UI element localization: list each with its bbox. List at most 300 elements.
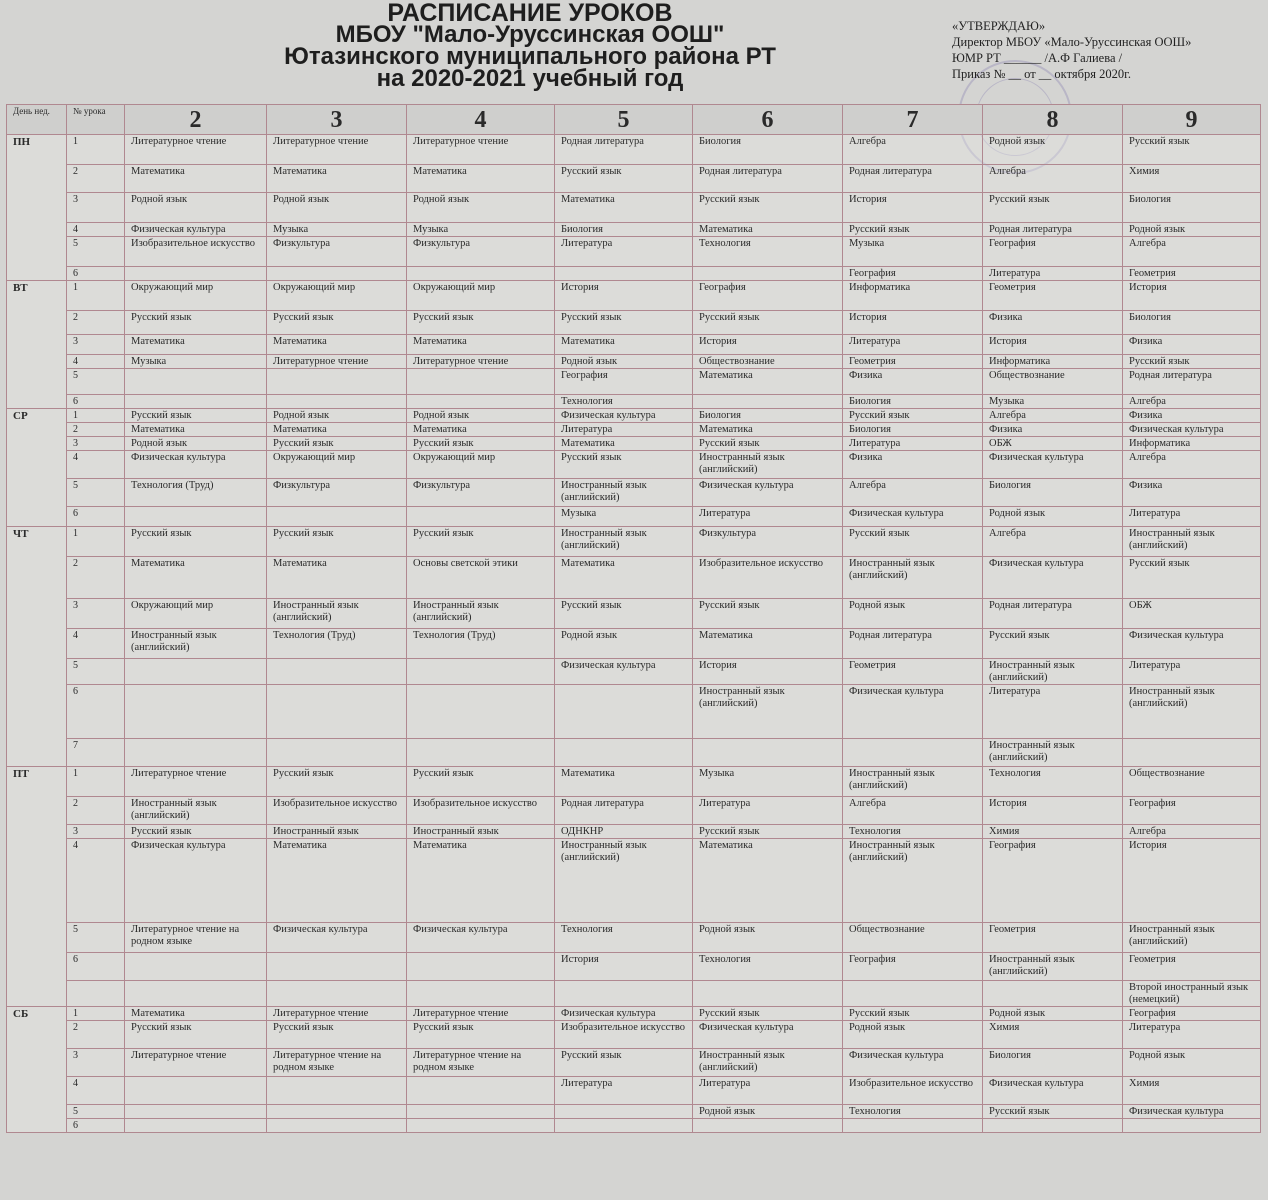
lesson-number-cell: 3	[67, 599, 125, 629]
subject-cell: Математика	[125, 557, 267, 599]
subject-cell: Литературное чтение	[407, 135, 555, 165]
subject-cell: Физическая культура	[407, 923, 555, 953]
table-row	[7, 797, 1261, 825]
subject-cell: Русский язык	[555, 1049, 693, 1077]
subject-cell: Родной язык	[267, 409, 407, 423]
subject-cell: Биология	[983, 479, 1123, 507]
subject-cell: Изобразительное искусство	[693, 557, 843, 599]
subject-cell: ОБЖ	[1123, 599, 1261, 629]
subject-cell: Литературное чтение на родном языке	[267, 1049, 407, 1077]
subject-cell: Литература	[1123, 507, 1261, 527]
title-line-4: на 2020-2021 учебный год	[376, 65, 684, 92]
subject-cell: Родной язык	[407, 193, 555, 223]
subject-cell: Русский язык	[693, 437, 843, 451]
lesson-number-cell: 6	[67, 953, 125, 981]
subject-cell: Математика	[555, 193, 693, 223]
lesson-number-cell: 4	[67, 839, 125, 923]
subject-cell	[267, 1119, 407, 1133]
lesson-number-cell: 1	[67, 527, 125, 557]
subject-cell: Физика	[983, 423, 1123, 437]
header-lesson-number: № урока	[67, 105, 125, 135]
subject-cell	[267, 395, 407, 409]
subject-cell: Физическая культура	[693, 479, 843, 507]
subject-cell	[407, 659, 555, 685]
subject-cell: Родной язык	[555, 629, 693, 659]
subject-cell: Математика	[267, 165, 407, 193]
subject-cell: Иностранный язык (английский)	[407, 599, 555, 629]
subject-cell	[267, 267, 407, 281]
table-row	[7, 223, 1261, 237]
subject-cell: Окружающий мир	[125, 599, 267, 629]
subject-cell: Русский язык	[125, 825, 267, 839]
subject-cell	[407, 739, 555, 767]
subject-cell: Русский язык	[407, 1021, 555, 1049]
subject-cell: Обществознание	[693, 355, 843, 369]
subject-cell: География	[555, 369, 693, 395]
subject-cell: Иностранный язык (английский)	[1123, 685, 1261, 739]
table-row	[7, 557, 1261, 599]
subject-cell: Физическая культура	[983, 451, 1123, 479]
subject-cell: Литература	[693, 1077, 843, 1105]
subject-cell: Иностранный язык (английский)	[125, 797, 267, 825]
subject-cell: Физическая культура	[125, 839, 267, 923]
subject-cell	[555, 1119, 693, 1133]
approval-line-4: Приказ № __ от __ октября 2020г.	[952, 67, 1131, 81]
lesson-number-cell: 5	[67, 659, 125, 685]
lesson-number-cell: 4	[67, 629, 125, 659]
subject-cell: Физическая культура	[1123, 423, 1261, 437]
lesson-number-cell: 6	[67, 685, 125, 739]
header-class-9: 9	[1123, 105, 1261, 135]
subject-cell: Русский язык	[1123, 355, 1261, 369]
subject-cell: Химия	[983, 825, 1123, 839]
table-row	[7, 135, 1261, 165]
lesson-number-cell: 4	[67, 355, 125, 369]
subject-cell: Изобразительное искусство	[555, 1021, 693, 1049]
subject-cell	[267, 739, 407, 767]
subject-cell: Музыка	[983, 395, 1123, 409]
subject-cell: Химия	[1123, 1077, 1261, 1105]
subject-cell: Русский язык	[555, 451, 693, 479]
subject-cell: Геометрия	[843, 355, 983, 369]
approval-line-2: Директор МБОУ «Мало-Уруссинская ООШ»	[952, 35, 1192, 49]
subject-cell: Математика	[125, 335, 267, 355]
subject-cell: Алгебра	[983, 165, 1123, 193]
subject-cell	[125, 395, 267, 409]
subject-cell: Русский язык	[555, 599, 693, 629]
subject-cell: Математика	[407, 423, 555, 437]
subject-cell	[125, 739, 267, 767]
subject-cell	[555, 267, 693, 281]
subject-cell: Родной язык	[555, 355, 693, 369]
subject-cell	[407, 1105, 555, 1119]
subject-cell: Математика	[407, 335, 555, 355]
table-row	[7, 423, 1261, 437]
subject-cell: География	[983, 839, 1123, 923]
table-row	[7, 1021, 1261, 1049]
subject-cell: Окружающий мир	[125, 281, 267, 311]
subject-cell: Русский язык	[267, 437, 407, 451]
subject-cell: Физическая культура	[983, 557, 1123, 599]
lesson-number-cell: 5	[67, 923, 125, 953]
header-class-6: 6	[693, 105, 843, 135]
subject-cell: Литература	[843, 437, 983, 451]
table-row	[7, 767, 1261, 797]
subject-cell: Технология (Труд)	[125, 479, 267, 507]
subject-cell	[407, 507, 555, 527]
subject-cell: Родной язык	[1123, 223, 1261, 237]
subject-cell: Иностранный язык (английский)	[843, 839, 983, 923]
subject-cell: Физика	[1123, 479, 1261, 507]
subject-cell: Изобразительное искусство	[267, 797, 407, 825]
subject-cell: Иностранный язык (английский)	[125, 629, 267, 659]
subject-cell: Физика	[843, 369, 983, 395]
subject-cell: Физическая культура	[983, 1077, 1123, 1105]
subject-cell	[267, 981, 407, 1007]
subject-cell: Алгебра	[1123, 395, 1261, 409]
table-row	[7, 165, 1261, 193]
subject-cell: Математика	[693, 839, 843, 923]
subject-cell	[843, 739, 983, 767]
subject-cell: География	[1123, 1007, 1261, 1021]
header-class-2: 2	[125, 105, 267, 135]
lesson-number-cell: 2	[67, 311, 125, 335]
subject-cell	[407, 953, 555, 981]
subject-cell: Алгебра	[843, 479, 983, 507]
table-row	[7, 1105, 1261, 1119]
subject-cell: Физическая культура	[555, 1007, 693, 1021]
subject-cell	[267, 953, 407, 981]
subject-cell: Математика	[555, 335, 693, 355]
subject-cell: Иностранный язык (английский)	[555, 839, 693, 923]
subject-cell: Биология	[693, 409, 843, 423]
subject-cell: Литературное чтение	[125, 1049, 267, 1077]
subject-cell: Русский язык	[555, 165, 693, 193]
lesson-number-cell: 7	[67, 739, 125, 767]
subject-cell: Родной язык	[1123, 1049, 1261, 1077]
document-title	[120, 2, 940, 90]
subject-cell: История	[693, 335, 843, 355]
subject-cell: Технология	[555, 923, 693, 953]
subject-cell: Химия	[983, 1021, 1123, 1049]
subject-cell: Физическая культура	[1123, 1105, 1261, 1119]
subject-cell	[125, 369, 267, 395]
subject-cell: Окружающий мир	[407, 281, 555, 311]
subject-cell: Литературное чтение	[267, 1007, 407, 1021]
subject-cell	[267, 507, 407, 527]
subject-cell	[267, 1077, 407, 1105]
subject-cell: Обществознание	[843, 923, 983, 953]
table-row	[7, 981, 1261, 1007]
day-cell: ВТ	[7, 281, 67, 409]
subject-cell: Иностранный язык (английский)	[983, 953, 1123, 981]
subject-cell: Физическая культура	[125, 223, 267, 237]
subject-cell: Русский язык	[693, 599, 843, 629]
day-cell: ЧТ	[7, 527, 67, 767]
schedule-body	[7, 135, 1261, 1133]
title-line-1: РАСПИСАНИЕ УРОКОВ	[387, 0, 673, 27]
table-row	[7, 629, 1261, 659]
subject-cell: Физическая культура	[843, 685, 983, 739]
subject-cell	[125, 1119, 267, 1133]
subject-cell: Иностранный язык	[407, 825, 555, 839]
subject-cell: Математика	[267, 423, 407, 437]
table-row	[7, 193, 1261, 223]
subject-cell	[693, 981, 843, 1007]
subject-cell: Литературное чтение на родном языке	[125, 923, 267, 953]
lesson-number-cell: 5	[67, 479, 125, 507]
subject-cell: География	[693, 281, 843, 311]
subject-cell: Литература	[555, 423, 693, 437]
table-row	[7, 409, 1261, 423]
approval-block	[952, 18, 1262, 82]
lesson-number-cell: 5	[67, 1105, 125, 1119]
table-row	[7, 281, 1261, 311]
subject-cell: Изобразительное искусство	[843, 1077, 983, 1105]
subject-cell	[125, 1077, 267, 1105]
subject-cell: Русский язык	[693, 1007, 843, 1021]
title-line-3: Ютазинского муниципального района РТ	[284, 43, 776, 70]
subject-cell: Родной язык	[407, 409, 555, 423]
subject-cell	[125, 507, 267, 527]
subject-cell: Математика	[407, 165, 555, 193]
subject-cell: Биология	[983, 1049, 1123, 1077]
subject-cell: Русский язык	[693, 311, 843, 335]
subject-cell: Родная литература	[555, 797, 693, 825]
subject-cell: Литературное чтение	[125, 135, 267, 165]
title-line-2: МБОУ "Мало-Уруссинская ООШ"	[335, 21, 725, 48]
subject-cell: Родная литература	[843, 629, 983, 659]
subject-cell	[1123, 1119, 1261, 1133]
day-cell: ПТ	[7, 767, 67, 1007]
table-row	[7, 437, 1261, 451]
subject-cell	[267, 659, 407, 685]
subject-cell: Физическая культура	[555, 409, 693, 423]
subject-cell: Родная литература	[1123, 369, 1261, 395]
subject-cell: Русский язык	[843, 223, 983, 237]
subject-cell: Физкультура	[407, 237, 555, 267]
subject-cell: Физкультура	[407, 479, 555, 507]
subject-cell: Музыка	[125, 355, 267, 369]
subject-cell	[125, 953, 267, 981]
table-row	[7, 267, 1261, 281]
subject-cell: Русский язык	[407, 767, 555, 797]
table-row	[7, 451, 1261, 479]
lesson-number-cell: 2	[67, 423, 125, 437]
subject-cell	[267, 1105, 407, 1119]
subject-cell: Геометрия	[1123, 267, 1261, 281]
subject-cell: Обществознание	[1123, 767, 1261, 797]
subject-cell: Информатика	[843, 281, 983, 311]
subject-cell: Литературное чтение	[125, 767, 267, 797]
subject-cell: Русский язык	[983, 1105, 1123, 1119]
subject-cell	[555, 685, 693, 739]
subject-cell	[267, 685, 407, 739]
subject-cell: Литературное чтение	[267, 135, 407, 165]
subject-cell: География	[1123, 797, 1261, 825]
subject-cell: Родной язык	[983, 135, 1123, 165]
subject-cell: Математика	[693, 369, 843, 395]
table-row	[7, 237, 1261, 267]
table-row	[7, 395, 1261, 409]
header-class-8: 8	[983, 105, 1123, 135]
table-row	[7, 1007, 1261, 1021]
subject-cell: Физика	[843, 451, 983, 479]
subject-cell: История	[555, 281, 693, 311]
lesson-number-cell: 1	[67, 767, 125, 797]
subject-cell: Русский язык	[693, 193, 843, 223]
subject-cell: Иностранный язык (английский)	[1123, 923, 1261, 953]
lesson-number-cell: 5	[67, 369, 125, 395]
subject-cell: Иностранный язык (английский)	[983, 739, 1123, 767]
lesson-number-cell: 3	[67, 1049, 125, 1077]
subject-cell	[407, 369, 555, 395]
lesson-number-cell: 4	[67, 223, 125, 237]
subject-cell	[267, 369, 407, 395]
subject-cell	[125, 267, 267, 281]
subject-cell: Алгебра	[843, 797, 983, 825]
subject-cell: Физика	[1123, 409, 1261, 423]
subject-cell: Математика	[125, 423, 267, 437]
subject-cell	[843, 1119, 983, 1133]
subject-cell: Физическая культура	[843, 1049, 983, 1077]
subject-cell: Математика	[693, 423, 843, 437]
subject-cell: Физика	[1123, 335, 1261, 355]
subject-cell: Литературное чтение	[267, 355, 407, 369]
schedule-table	[6, 104, 1261, 1133]
table-row	[7, 369, 1261, 395]
subject-cell: Алгебра	[843, 135, 983, 165]
subject-cell	[125, 981, 267, 1007]
subject-cell: Технология	[843, 825, 983, 839]
subject-cell: Геометрия	[1123, 953, 1261, 981]
subject-cell: Родной язык	[267, 193, 407, 223]
subject-cell	[407, 685, 555, 739]
subject-cell	[125, 659, 267, 685]
subject-cell	[555, 739, 693, 767]
subject-cell: Технология	[843, 1105, 983, 1119]
subject-cell: Литература	[555, 1077, 693, 1105]
subject-cell: История	[1123, 281, 1261, 311]
header-day: День нед.	[7, 105, 67, 135]
subject-cell	[693, 1119, 843, 1133]
subject-cell: Технология	[983, 767, 1123, 797]
table-row	[7, 1049, 1261, 1077]
subject-cell	[407, 267, 555, 281]
table-row	[7, 1119, 1261, 1133]
subject-cell: Алгебра	[983, 527, 1123, 557]
subject-cell: Родная литература	[555, 135, 693, 165]
lesson-number-cell: 4	[67, 1077, 125, 1105]
subject-cell: Биология	[693, 135, 843, 165]
subject-cell: Литература	[1123, 659, 1261, 685]
subject-cell: ОДНКНР	[555, 825, 693, 839]
subject-cell	[125, 685, 267, 739]
subject-cell: Родная литература	[693, 165, 843, 193]
subject-cell: Русский язык	[267, 1021, 407, 1049]
table-row	[7, 923, 1261, 953]
subject-cell: Иностранный язык (английский)	[983, 659, 1123, 685]
subject-cell: Иностранный язык (английский)	[555, 479, 693, 507]
subject-cell: Русский язык	[407, 311, 555, 335]
subject-cell	[555, 1105, 693, 1119]
subject-cell: Иностранный язык (английский)	[693, 685, 843, 739]
subject-cell: Русский язык	[125, 527, 267, 557]
subject-cell: География	[843, 267, 983, 281]
subject-cell: Геометрия	[843, 659, 983, 685]
subject-cell: Окружающий мир	[267, 281, 407, 311]
subject-cell	[407, 395, 555, 409]
subject-cell: Русский язык	[843, 409, 983, 423]
subject-cell: Математика	[693, 629, 843, 659]
subject-cell: История	[843, 193, 983, 223]
subject-cell: Родной язык	[983, 1007, 1123, 1021]
header-row	[7, 105, 1261, 135]
subject-cell: Математика	[555, 437, 693, 451]
subject-cell: Биология	[1123, 193, 1261, 223]
subject-cell: Родной язык	[125, 437, 267, 451]
table-row	[7, 825, 1261, 839]
approval-line-1: «УТВЕРЖДАЮ»	[952, 19, 1046, 33]
subject-cell: Химия	[1123, 165, 1261, 193]
subject-cell: Математика	[555, 557, 693, 599]
subject-cell: География	[983, 237, 1123, 267]
subject-cell: Русский язык	[843, 527, 983, 557]
subject-cell: Русский язык	[1123, 135, 1261, 165]
subject-cell: Иностранный язык (английский)	[693, 1049, 843, 1077]
subject-cell: Физическая культура	[555, 659, 693, 685]
table-row	[7, 527, 1261, 557]
lesson-number-cell: 1	[67, 135, 125, 165]
subject-cell: Изобразительное искусство	[407, 797, 555, 825]
subject-cell: Математика	[693, 223, 843, 237]
subject-cell	[693, 267, 843, 281]
subject-cell: Математика	[267, 335, 407, 355]
subject-cell: Родной язык	[125, 193, 267, 223]
subject-cell: Музыка	[407, 223, 555, 237]
subject-cell: Родная литература	[983, 599, 1123, 629]
subject-cell: Литература	[983, 685, 1123, 739]
subject-cell: Физическая культура	[843, 507, 983, 527]
subject-cell: Иностранный язык (английский)	[843, 557, 983, 599]
subject-cell: Обществознание	[983, 369, 1123, 395]
subject-cell: Родная литература	[843, 165, 983, 193]
header-class-3: 3	[267, 105, 407, 135]
subject-cell: История	[843, 311, 983, 335]
subject-cell: Музыка	[267, 223, 407, 237]
subject-cell: Русский язык	[983, 629, 1123, 659]
subject-cell: Физика	[983, 311, 1123, 335]
subject-cell	[125, 1105, 267, 1119]
table-row	[7, 739, 1261, 767]
subject-cell: История	[1123, 839, 1261, 923]
subject-cell: Родной язык	[843, 1021, 983, 1049]
subject-cell: Русский язык	[267, 527, 407, 557]
lesson-number-cell: 1	[67, 409, 125, 423]
lesson-number-cell: 2	[67, 557, 125, 599]
subject-cell: Музыка	[693, 767, 843, 797]
subject-cell: Алгебра	[1123, 237, 1261, 267]
subject-cell: Второй иностранный язык (немецкий)	[1123, 981, 1261, 1007]
subject-cell: Русский язык	[1123, 557, 1261, 599]
subject-cell: Технология (Труд)	[407, 629, 555, 659]
table-row	[7, 839, 1261, 923]
day-cell: СР	[7, 409, 67, 527]
subject-cell: Физическая культура	[267, 923, 407, 953]
subject-cell: Геометрия	[983, 281, 1123, 311]
table-row	[7, 659, 1261, 685]
subject-cell	[407, 1077, 555, 1105]
